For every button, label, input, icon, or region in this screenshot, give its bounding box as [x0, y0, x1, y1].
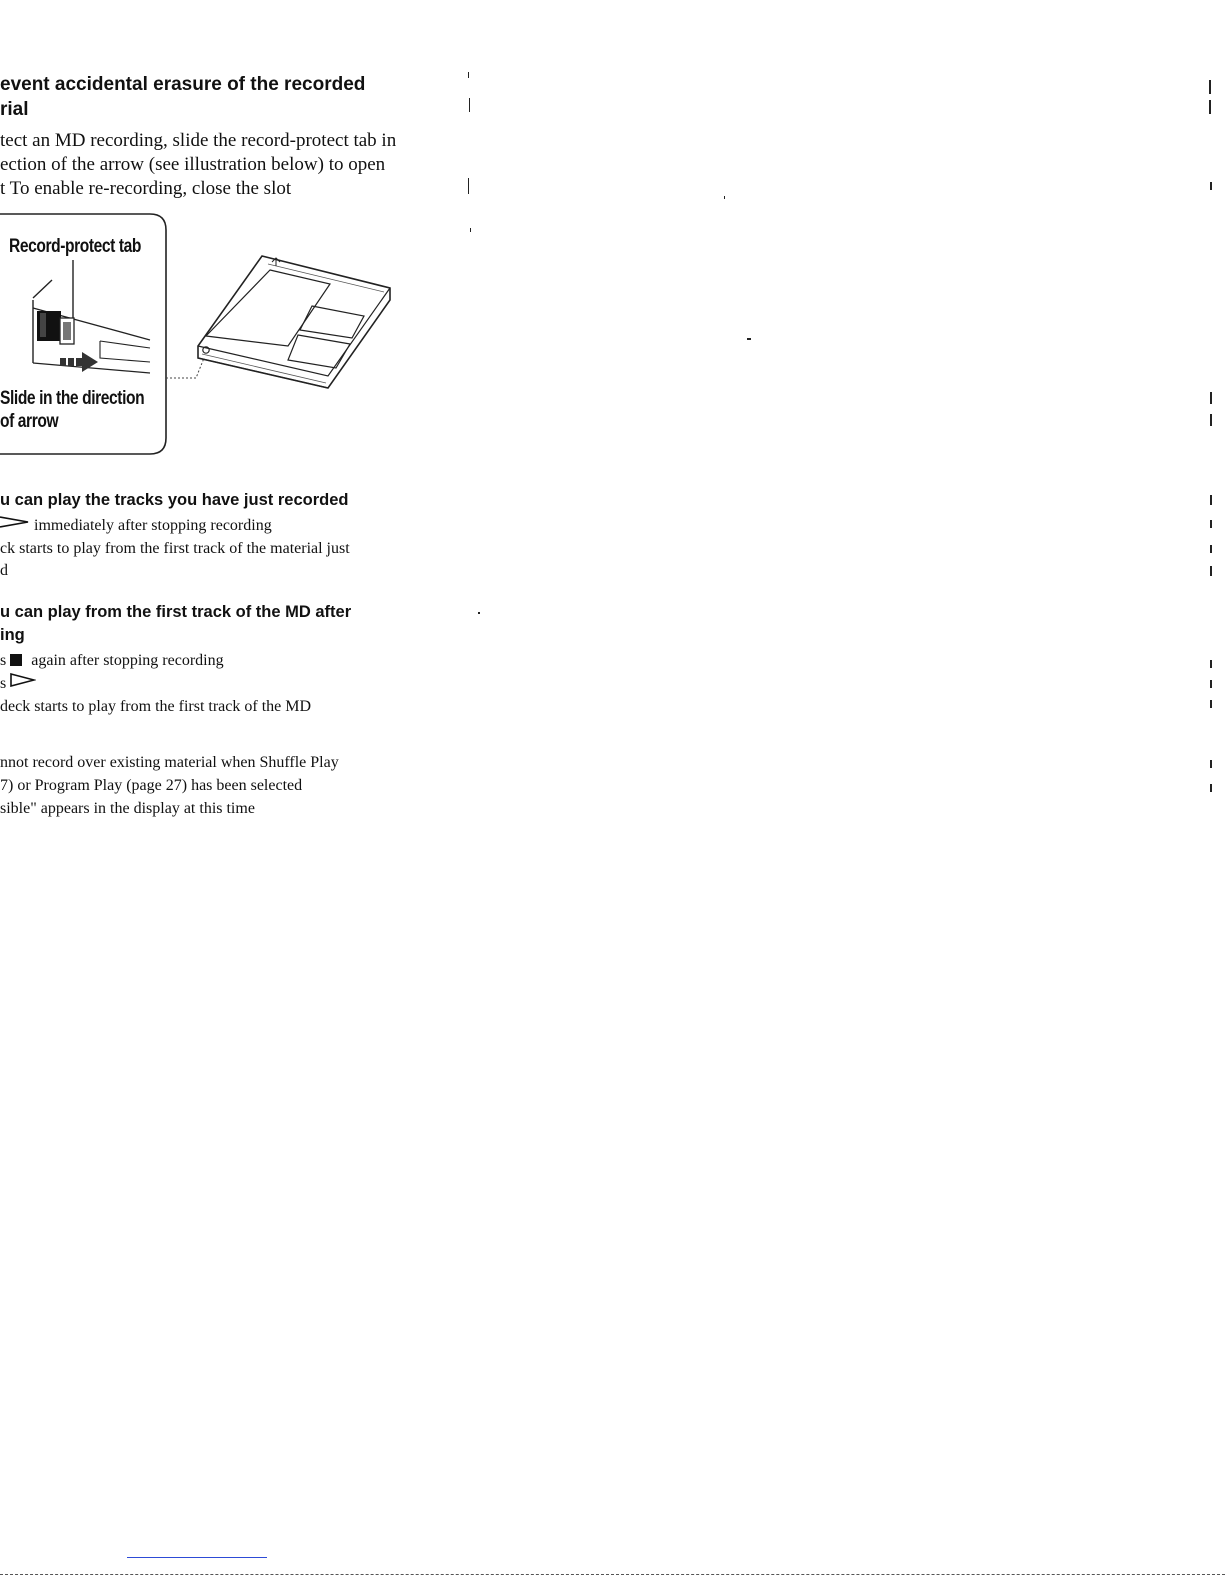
scan-speck	[470, 228, 471, 232]
scan-speck	[468, 72, 469, 78]
play-recorded-line2: ck starts to play from the first track of the material just	[0, 540, 350, 557]
scan-speck	[1210, 495, 1212, 505]
scan-speck	[1209, 80, 1211, 94]
note-line2: 7) or Program Play (page 27) has been selected	[0, 777, 303, 794]
play-first-track-line2: s	[0, 673, 36, 696]
scan-speck	[468, 178, 469, 194]
scan-speck	[1210, 520, 1212, 528]
scan-speck	[1210, 545, 1212, 553]
scan-speck	[469, 98, 470, 112]
play-recorded-line3: d	[0, 562, 8, 579]
scan-speck	[1209, 100, 1211, 114]
play-first-track-line3: deck starts to play from the first track of the MD	[0, 698, 312, 715]
record-protect-illustration	[0, 208, 420, 468]
scan-speck	[1210, 700, 1212, 708]
page-bottom-rule	[0, 1574, 1225, 1575]
note-line1: nnot record over existing material when Shuffle Play	[0, 754, 339, 771]
scan-speck	[1210, 392, 1212, 404]
protect-paragraph-line1: tect an MD recording, slide the record-protect tab in	[0, 130, 397, 151]
minidisc-cartridge	[198, 256, 390, 388]
play-icon-outline	[10, 672, 36, 695]
record-protect-tab-label: Record-protect tab	[9, 236, 141, 257]
section-heading-play-first-track-line1: u can play from the first track of the MD after	[0, 603, 352, 621]
section-heading-play-first-track-line2: ing	[0, 626, 25, 644]
blue-margin-line	[127, 1557, 267, 1558]
section-heading-erasure-line2: rial	[0, 99, 29, 120]
slide-direction-label-line2: of arrow	[0, 411, 59, 432]
scan-speck	[747, 338, 751, 340]
scan-speck	[724, 196, 725, 199]
play-recorded-line1: immediately after stopping recording	[0, 515, 272, 538]
scan-speck	[1210, 182, 1212, 190]
scan-speck	[478, 612, 480, 614]
play-icon	[0, 514, 30, 537]
slide-direction-label-line1: Slide in the direction	[0, 388, 145, 409]
protect-paragraph-line3: t To enable re-recording, close the slot	[0, 178, 292, 199]
scan-speck	[1210, 660, 1212, 668]
play-first-track-line1: s again after stopping recording	[0, 652, 224, 669]
scan-speck	[1210, 414, 1212, 426]
section-heading-erasure-line1: event accidental erasure of the recorded	[0, 74, 366, 95]
scan-speck	[1210, 680, 1212, 688]
protect-paragraph-line2: ection of the arrow (see illustration below) to open	[0, 154, 386, 175]
scan-speck	[1210, 566, 1212, 576]
section-heading-play-recorded: u can play the tracks you have just recorded	[0, 491, 349, 509]
scan-speck	[1210, 784, 1212, 792]
stop-icon	[10, 654, 22, 666]
scan-speck	[1210, 760, 1212, 768]
note-line3: sible" appears in the display at this time	[0, 800, 255, 817]
slide-arrow-icon	[60, 352, 98, 372]
